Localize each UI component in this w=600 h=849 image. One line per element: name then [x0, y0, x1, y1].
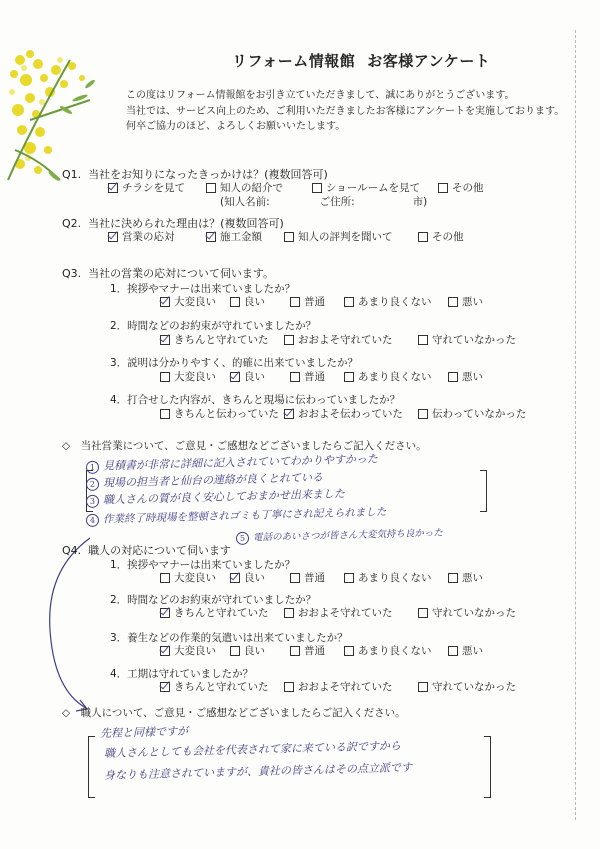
checkbox-icon[interactable]	[108, 232, 118, 242]
checkbox-icon[interactable]	[230, 297, 240, 307]
option[interactable]: あまり良くない	[344, 643, 448, 658]
q1-options	[108, 180, 484, 195]
checkbox-icon[interactable]	[284, 409, 294, 419]
q1-question: Q1. 当社をお知りになったきっかけは？(複数回答可)	[62, 168, 328, 181]
checkbox-icon[interactable]	[160, 372, 170, 382]
q4-item-1: 1．挨拶やマナーは出来ていましたか？	[110, 559, 296, 571]
sales-comment-line: 1 見積書が非常に詳細に記入されていてわかりやすかった	[86, 450, 378, 474]
option[interactable]: 悪い	[448, 369, 483, 384]
checkbox-icon[interactable]	[418, 335, 428, 345]
q4-item-2: 2．時間などのお約束が守れていましたか？	[110, 594, 317, 606]
q1-option[interactable]: 知人の紹介で	[206, 180, 312, 195]
checkbox-icon[interactable]	[344, 297, 354, 307]
checkbox-icon[interactable]	[206, 183, 216, 193]
option[interactable]: おおよそ伝わっていた	[284, 406, 418, 421]
option[interactable]: おおよそ守れていた	[284, 605, 418, 620]
q2-question: Q2. 当社に決められた理由は？(複数回答可)	[62, 217, 284, 230]
q4-item-3: 3．養生などの作業的気遣いは出来ていましたか？	[110, 632, 348, 644]
worker-comment-line: 先程と同様ですが	[99, 724, 189, 740]
option[interactable]: 普通	[290, 570, 344, 585]
option[interactable]: 普通	[290, 294, 344, 309]
checkbox-icon[interactable]	[290, 646, 300, 656]
option[interactable]: 良い	[230, 643, 290, 658]
checkbox-icon[interactable]	[418, 409, 428, 419]
survey-title: リフォーム情報館 お客様アンケート	[232, 52, 491, 70]
option[interactable]: 守れていなかった	[418, 679, 516, 694]
q4-item-4-options	[160, 679, 516, 694]
checkbox-icon[interactable]	[108, 183, 118, 193]
sales-comment-line: 2 現場の担当者と仙台の連絡が良くとれている	[86, 469, 323, 491]
q3-item-1: 1．挨拶やマナーは出来ていましたか？	[110, 283, 296, 295]
sales-comment-prompt: ◇ 当社営業について、ご意見・ご感想などございましたらご記入ください。	[62, 440, 427, 452]
option[interactable]: 良い	[230, 369, 290, 384]
option[interactable]: おおよそ守れていた	[284, 332, 418, 347]
checkbox-icon[interactable]	[312, 183, 322, 193]
sales-comment-line: 3 職人さんの質が良く安心しておまかせ出来ました	[86, 485, 345, 508]
option[interactable]: 悪い	[448, 643, 483, 658]
checkbox-icon[interactable]	[418, 232, 428, 242]
worker-comment-line: 職人さんとしても会社を代表されて家に来ている訳ですから	[103, 739, 402, 760]
q2-options	[108, 229, 464, 244]
checkbox-icon[interactable]	[160, 335, 170, 345]
q1-option[interactable]: チラシを見て	[108, 180, 206, 195]
checkbox-icon[interactable]	[230, 372, 240, 382]
q3-question: Q3. 当社の営業の応対について伺います。	[62, 267, 275, 280]
q2-option[interactable]: 知人の評判を聞いて	[284, 229, 418, 244]
q2-option[interactable]: 施工金額	[206, 229, 284, 244]
handwritten-arrow-icon	[40, 530, 100, 720]
q4-item-3-options	[160, 643, 483, 658]
checkbox-icon[interactable]	[160, 409, 170, 419]
checkbox-icon[interactable]	[344, 646, 354, 656]
checkbox-icon[interactable]	[344, 573, 354, 583]
checkbox-icon[interactable]	[448, 573, 458, 583]
checkbox-icon[interactable]	[418, 608, 428, 618]
option[interactable]: 悪い	[448, 570, 483, 585]
q2-option[interactable]: 営業の応対	[108, 229, 206, 244]
option[interactable]: 良い	[230, 294, 290, 309]
checkbox-icon[interactable]	[230, 573, 240, 583]
option[interactable]: きちんと伝わっていた	[160, 406, 284, 421]
option[interactable]: おおよそ守れていた	[284, 679, 418, 694]
q3-item-3: 3．説明は分かりやすく、的確に出来ていましたか？	[110, 357, 358, 369]
comment-bracket-left	[88, 736, 95, 798]
checkbox-icon[interactable]	[438, 183, 448, 193]
checkbox-icon[interactable]	[284, 608, 294, 618]
q3-item-4-options	[160, 406, 526, 421]
checkbox-icon[interactable]	[284, 682, 294, 692]
q4-item-1-options	[160, 570, 483, 585]
checkbox-icon[interactable]	[160, 682, 170, 692]
comment-bracket-right	[480, 470, 487, 512]
option[interactable]: 大変良い	[160, 570, 230, 585]
intro-text: この度はリフォーム情報館をお引き立ていただきまして、誠にありがとうございます。 当社では、サービス向上のため、ご利用いただきましたお客様にアンケートを実施しております。 何卒ご協力のほど、よろしくお願いいたします。	[126, 90, 565, 132]
option[interactable]: 守れていなかった	[418, 605, 516, 620]
q3-item-3-options	[160, 369, 483, 384]
checkbox-icon[interactable]	[290, 372, 300, 382]
option[interactable]: 普通	[290, 369, 344, 384]
checkbox-icon[interactable]	[290, 297, 300, 307]
option[interactable]: きちんと守れていた	[160, 605, 284, 620]
option[interactable]: 守れていなかった	[418, 332, 516, 347]
q3-item-4: 4．打合せした内容が、きちんと現場に伝わっていましたか？	[110, 394, 401, 406]
comment-bracket-right	[484, 736, 491, 798]
q2-option[interactable]: その他	[418, 229, 464, 244]
checkbox-icon[interactable]	[206, 232, 216, 242]
worker-comment-line: 身なりも注意されていますが、貴社の皆さんはその点立派です	[103, 760, 413, 782]
option[interactable]: 大変良い	[160, 294, 230, 309]
checkbox-icon[interactable]	[160, 646, 170, 656]
worker-comment-prompt: ◇ 職人について、ご意見・ご感想などございましたらご記入ください。	[62, 707, 406, 719]
option[interactable]: あまり良くない	[344, 369, 448, 384]
checkbox-icon[interactable]	[160, 608, 170, 618]
checkbox-icon[interactable]	[230, 646, 240, 656]
sales-comment-line: 4 作業終了時現場を整頓されゴミも丁寧にされ記えられました	[86, 504, 387, 527]
option[interactable]: 普通	[290, 643, 344, 658]
checkbox-icon[interactable]	[284, 232, 294, 242]
sales-comment-line: 5 電話のあいさつが皆さん大変気持ち良かった	[236, 525, 443, 545]
option[interactable]: 良い	[230, 570, 290, 585]
option[interactable]: あまり良くない	[344, 294, 448, 309]
checkbox-icon[interactable]	[448, 297, 458, 307]
q4-item-4: 4．工期は守れていましたか？	[110, 668, 254, 680]
option[interactable]: 大変良い	[160, 643, 230, 658]
q1-option[interactable]: その他	[438, 180, 484, 195]
checkbox-icon[interactable]	[284, 335, 294, 345]
q3-item-1-options	[160, 294, 483, 309]
q3-item-2: 2．時間などのお約束が守れていましたか？	[110, 320, 317, 332]
checkbox-icon[interactable]	[344, 372, 354, 382]
checkbox-icon[interactable]	[290, 573, 300, 583]
checkbox-icon[interactable]	[160, 573, 170, 583]
q1-referrer-fields: (知人名前: ご住所: 市)	[220, 196, 428, 208]
option[interactable]: あまり良くない	[344, 570, 448, 585]
option[interactable]: 悪い	[448, 294, 483, 309]
checkbox-icon[interactable]	[418, 682, 428, 692]
option[interactable]: きちんと守れていた	[160, 332, 284, 347]
checkbox-icon[interactable]	[448, 372, 458, 382]
option[interactable]: 大変良い	[160, 369, 230, 384]
q4-question: Q4. 職人の対応について伺います	[62, 544, 231, 557]
checkbox-icon[interactable]	[160, 297, 170, 307]
q1-option[interactable]: ショールームを見て	[312, 180, 438, 195]
q3-item-2-options	[160, 332, 516, 347]
option[interactable]: きちんと守れていた	[160, 679, 284, 694]
q4-item-2-options	[160, 605, 516, 620]
fold-line	[575, 30, 590, 820]
checkbox-icon[interactable]	[448, 646, 458, 656]
option[interactable]: 伝わっていなかった	[418, 406, 526, 421]
